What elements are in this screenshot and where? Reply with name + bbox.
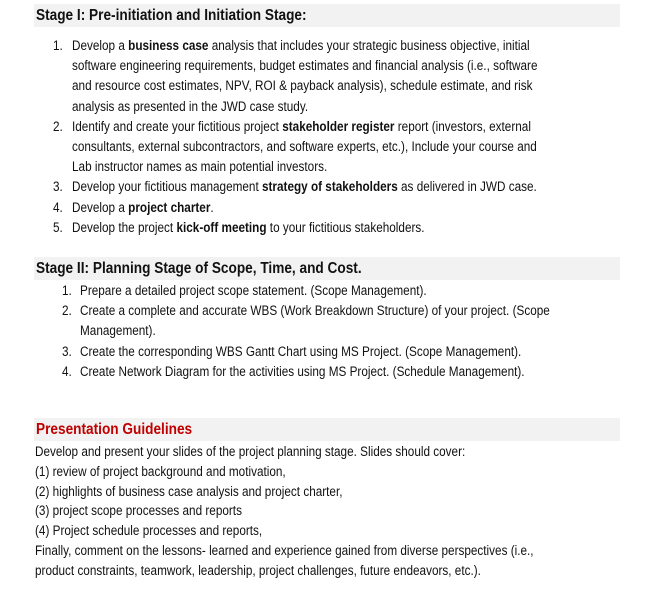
list-item-number: 1.	[53, 38, 63, 53]
bold-term: business case	[128, 38, 209, 53]
list-item-line	[80, 302, 550, 320]
text-segment: report (investors, external	[394, 118, 531, 134]
text-segment: software engineering requirements, budget estimates and financial analysis (i.e., software	[72, 58, 538, 74]
list-item-line	[72, 158, 327, 176]
stage2-heading: Stage II: Planning Stage of Scope, Time, and Cost.	[36, 260, 362, 277]
presentation-line: (4) Project schedule processes and reports,	[35, 523, 263, 539]
list-item-line	[72, 98, 308, 116]
text-segment: to your fictitious stakeholders.	[266, 219, 425, 235]
bold-term: strategy of stakeholders	[261, 179, 398, 195]
text-segment: .	[210, 199, 214, 215]
stage1-heading: Stage I: Pre-initiation and Initiation Stage:	[36, 7, 307, 24]
text-segment: Lab instructor names as main potential investors.	[72, 159, 328, 175]
presentation-line: (1) review of project background and motivation,	[35, 463, 286, 479]
list-item-line	[72, 37, 530, 55]
text-segment: Identify and create your fictitious project	[72, 118, 283, 134]
list-item-number: 2.	[53, 118, 63, 134]
list-item-line	[72, 199, 214, 217]
list-item-line	[80, 343, 521, 361]
list-item-line	[80, 282, 427, 300]
text-segment: and resource cost estimates, NPV, ROI & payback analysis), schedule estimate, and risk	[72, 78, 533, 94]
bold-term: project charter	[128, 199, 211, 215]
presentation-heading: Presentation Guidelines	[36, 421, 193, 438]
list-item-line	[72, 138, 537, 156]
presentation-line: (3) project scope processes and reports	[35, 503, 242, 519]
list-item-line	[72, 219, 425, 237]
list-item-number: 1.	[62, 283, 72, 298]
text-segment: Develop a	[72, 38, 129, 53]
text-segment: Create Network Diagram for the activities using MS Project. (Schedule Management).	[80, 363, 525, 379]
bold-term: stakeholder register	[282, 118, 395, 134]
text-segment: consultants, external subcontractors, and software experts, etc.), Include your course and	[72, 139, 537, 154]
text-segment: Develop the project	[72, 219, 177, 235]
list-item-line	[72, 57, 537, 75]
text-segment: analysis as presented in the JWD case study.	[72, 98, 309, 114]
list-item-number: 3.	[53, 179, 63, 195]
presentation-line: Develop and present your slides of the project planning stage. Slides should cover:	[35, 444, 466, 459]
list-item-line	[72, 178, 537, 196]
text-segment: Develop your fictitious management	[72, 179, 262, 195]
text-segment: Develop a	[72, 199, 129, 215]
list-item-number: 3.	[62, 343, 72, 359]
text-segment: Create a complete and accurate WBS (Work Breakdown Structure) of your project. (Scope	[80, 303, 550, 319]
list-item-number: 4.	[62, 363, 72, 379]
text-segment: analysis that includes your strategic business objective, initial	[208, 38, 530, 53]
presentation-line: product constraints, teamwork, leadership, project challenges, future endeavors, etc.).	[35, 562, 481, 578]
bold-term: kick-off meeting	[176, 219, 267, 235]
text-segment: Create the corresponding WBS Gantt Chart using MS Project. (Scope Management).	[80, 343, 522, 359]
presentation-line: Finally, comment on the lessons- learned and experience gained from diverse perspectives (i.e.,	[35, 543, 534, 558]
list-item-line	[80, 363, 525, 381]
list-item-line	[72, 77, 532, 95]
text-segment: Prepare a detailed project scope statement. (Scope Management).	[80, 283, 427, 298]
list-item-number: 4.	[53, 199, 63, 215]
list-item-line	[80, 322, 156, 340]
text-segment: Management).	[80, 323, 156, 339]
list-item-number: 5.	[53, 219, 63, 235]
presentation-line: (2) highlights of business case analysis and project charter,	[35, 483, 343, 499]
list-item-line	[72, 118, 531, 136]
list-item-number: 2.	[62, 303, 72, 319]
text-segment: as delivered in JWD case.	[397, 179, 537, 195]
